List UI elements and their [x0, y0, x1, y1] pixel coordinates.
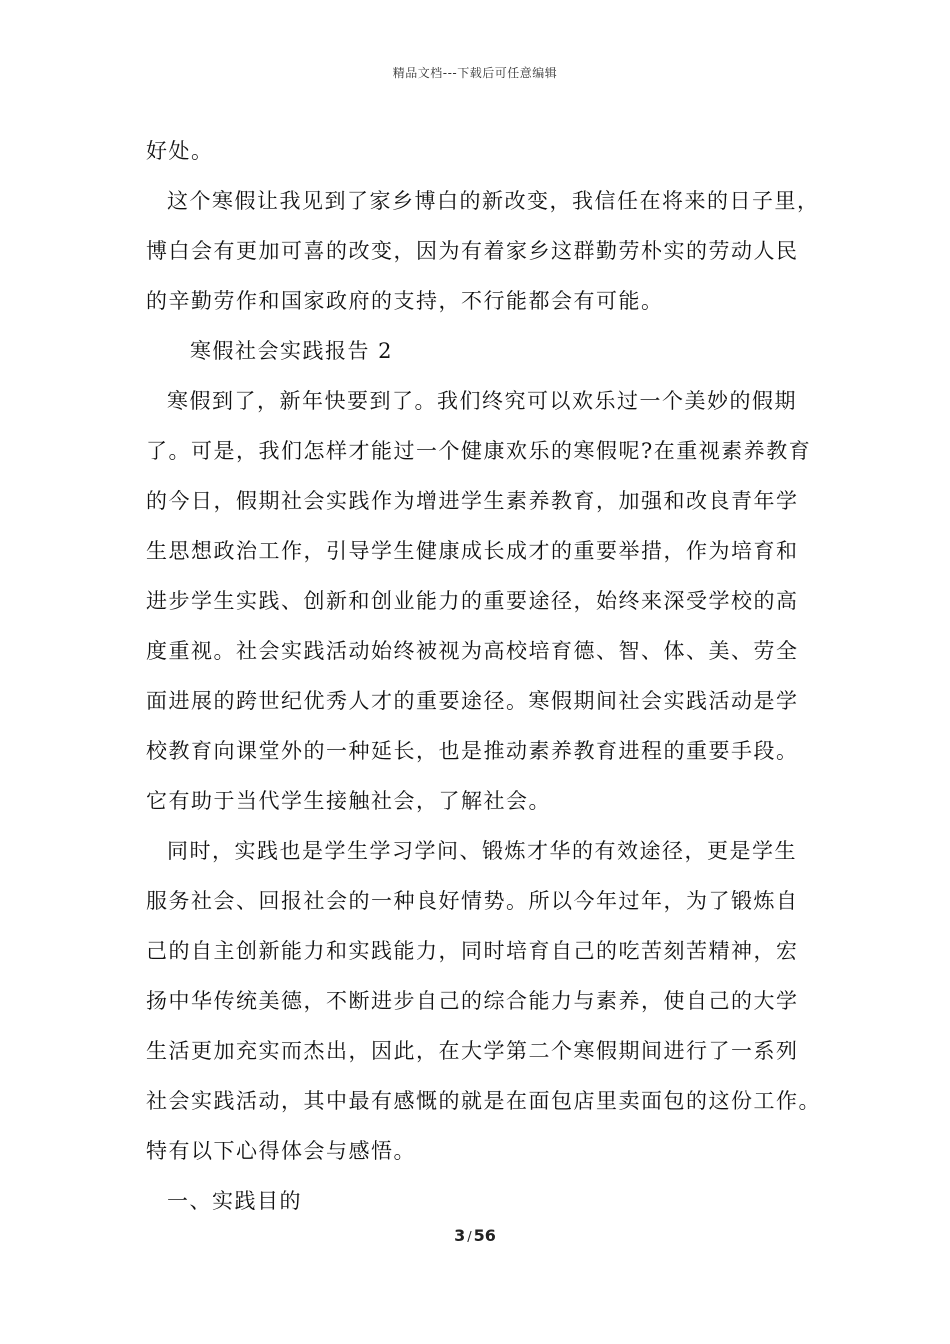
text-line: 扬中华传统美德，不断进步自己的综合能力与素养，使自己的大学: [146, 989, 799, 1013]
text-line: 生活更加充实而杰出，因此，在大学第二个寒假期间进行了一系列: [146, 1039, 799, 1063]
text-line: 的辛勤劳作和国家政府的支持，不行能都会有可能。: [146, 289, 664, 313]
page-number: [0, 1226, 950, 1245]
section-heading: 寒假社会实践报告 2: [190, 339, 394, 363]
page-current: 3: [454, 1226, 466, 1245]
paragraph-start-line: 同时，实践也是学生学习学问、锻炼才华的有效途径，更是学生: [167, 839, 797, 863]
paragraph-start-line: 这个寒假让我见到了家乡博白的新改变，我信任在将来的日子里，: [167, 189, 820, 213]
page-separator: /: [467, 1230, 472, 1245]
text-line: 度重视。社会实践活动始终被视为高校培育德、智、体、美、劳全: [146, 639, 799, 663]
page-header: 精品文档---下载后可任意编辑: [392, 66, 558, 80]
text-line: 社会实践活动，其中最有感慨的就是在面包店里卖面包的这份工作。: [146, 1089, 821, 1113]
text-line: 博白会有更加可喜的改变，因为有着家乡这群勤劳朴实的劳动人民: [146, 239, 799, 263]
text-line: 它有助于当代学生接触社会，了解社会。: [146, 789, 551, 813]
paragraph-start-line: 寒假到了，新年快要到了。我们终究可以欢乐过一个美妙的假期: [167, 389, 797, 413]
text-line: 的今日，假期社会实践作为增进学生素养教育，加强和改良青年学: [146, 489, 799, 513]
page-total: 56: [473, 1226, 496, 1245]
text-line: 特有以下心得体会与感悟。: [146, 1139, 416, 1163]
text-line: 好处。: [146, 139, 214, 163]
text-line: 己的自主创新能力和实践能力，同时培育自己的吃苦刻苦精神，宏: [146, 939, 799, 963]
text-line: 校教育向课堂外的一种延长，也是推动素养教育进程的重要手段。: [146, 739, 799, 763]
section-heading: 一、实践目的: [167, 1189, 302, 1213]
text-line: 了。可是，我们怎样才能过一个健康欢乐的寒假呢?在重视素养教育: [146, 439, 812, 463]
text-line: 进步学生实践、创新和创业能力的重要途径，始终来深受学校的高: [146, 589, 799, 613]
document-body: [146, 126, 826, 1226]
text-line: 服务社会、回报社会的一种良好情势。所以今年过年，为了锻炼自: [146, 889, 799, 913]
text-line: 面进展的跨世纪优秀人才的重要途径。寒假期间社会实践活动是学: [146, 689, 799, 713]
text-line: 生思想政治工作，引导学生健康成长成才的重要举措，作为培育和: [146, 539, 799, 563]
